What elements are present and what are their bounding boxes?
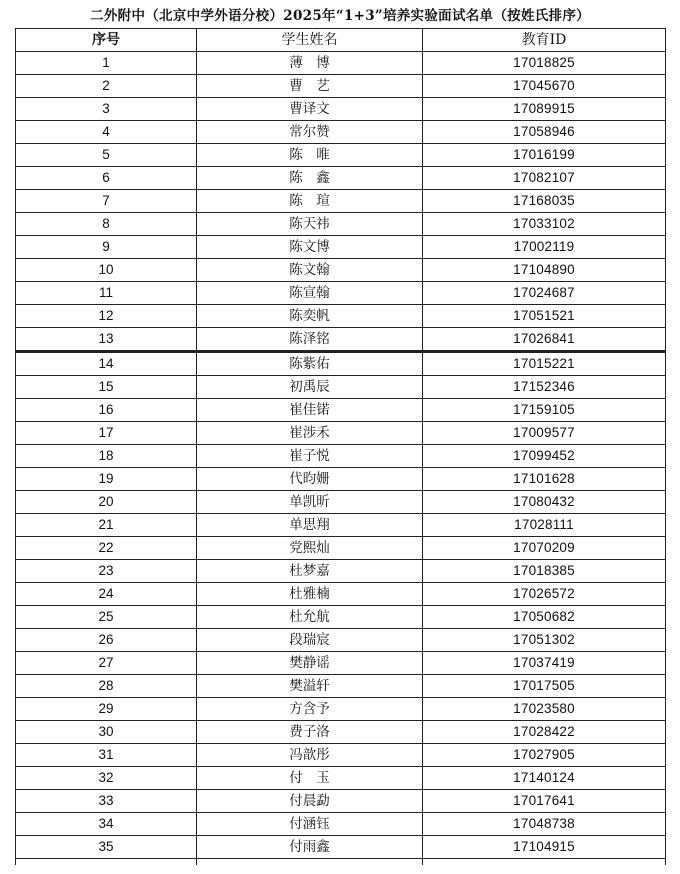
- row-education-id: 17168035: [423, 190, 666, 213]
- row-serial-number: 1: [16, 52, 197, 75]
- row-education-id: 17140124: [423, 767, 666, 790]
- row-serial-number: 35: [16, 836, 197, 859]
- row-serial-number: 9: [16, 236, 197, 259]
- header-serial-number: 序号: [16, 29, 197, 52]
- row-education-id: 17018825: [423, 52, 666, 75]
- table-row: [16, 537, 666, 560]
- row-serial-number: 19: [16, 468, 197, 491]
- table-row: [16, 282, 666, 305]
- row-education-id: 17016199: [423, 144, 666, 167]
- row-serial-number: 5: [16, 144, 197, 167]
- row-student-name: 段瑞宸: [197, 629, 423, 652]
- row-education-id: 17018385: [423, 560, 666, 583]
- row-student-name: 陈 瑄: [197, 190, 423, 213]
- table-row: [16, 121, 666, 144]
- row-student-name: 樊静谣: [197, 652, 423, 675]
- row-student-name: 陈文博: [197, 236, 423, 259]
- row-serial-number: 3: [16, 98, 197, 121]
- row-serial-number: 21: [16, 514, 197, 537]
- row-education-id: 17024687: [423, 282, 666, 305]
- row-education-id: 17104915: [423, 836, 666, 859]
- row-education-id: 17058946: [423, 121, 666, 144]
- table-row: [16, 675, 666, 698]
- row-serial-number: 30: [16, 721, 197, 744]
- row-education-id: 17099452: [423, 445, 666, 468]
- table-row: [16, 352, 666, 376]
- row-education-id: 17028422: [423, 721, 666, 744]
- cutoff-cell: [423, 859, 666, 866]
- row-serial-number: 6: [16, 167, 197, 190]
- row-education-id: 17045670: [423, 75, 666, 98]
- row-serial-number: 26: [16, 629, 197, 652]
- row-student-name: 杜雅楠: [197, 583, 423, 606]
- row-student-name: 陈紫佑: [197, 352, 423, 376]
- row-serial-number: 18: [16, 445, 197, 468]
- row-student-name: 崔涉禾: [197, 422, 423, 445]
- table-row: [16, 236, 666, 259]
- row-serial-number: 15: [16, 376, 197, 399]
- row-serial-number: 31: [16, 744, 197, 767]
- row-student-name: 陈 鑫: [197, 167, 423, 190]
- row-student-name: 陈天祎: [197, 213, 423, 236]
- table-row: [16, 190, 666, 213]
- table-body: [16, 52, 666, 866]
- row-education-id: 17026572: [423, 583, 666, 606]
- table-row: [16, 422, 666, 445]
- row-student-name: 陈文翰: [197, 259, 423, 282]
- table-row: [16, 399, 666, 422]
- row-serial-number: 13: [16, 328, 197, 352]
- row-education-id: 17082107: [423, 167, 666, 190]
- table-row: [16, 790, 666, 813]
- row-education-id: 17089915: [423, 98, 666, 121]
- row-student-name: 代昀姗: [197, 468, 423, 491]
- row-education-id: 17159105: [423, 399, 666, 422]
- row-serial-number: 2: [16, 75, 197, 98]
- row-education-id: 17033102: [423, 213, 666, 236]
- table-row: [16, 445, 666, 468]
- table-row: [16, 583, 666, 606]
- row-student-name: 常尔赞: [197, 121, 423, 144]
- row-education-id: 17023580: [423, 698, 666, 721]
- row-serial-number: 34: [16, 813, 197, 836]
- row-student-name: 冯歆彤: [197, 744, 423, 767]
- table-row: [16, 75, 666, 98]
- table-row: [16, 144, 666, 167]
- row-serial-number: 12: [16, 305, 197, 328]
- row-student-name: 陈奕帆: [197, 305, 423, 328]
- table-row: [16, 98, 666, 121]
- table-row: [16, 836, 666, 859]
- row-education-id: 17051521: [423, 305, 666, 328]
- row-student-name: 陈 唯: [197, 144, 423, 167]
- row-student-name: 单凯昕: [197, 491, 423, 514]
- cutoff-cell: [16, 859, 197, 866]
- table-row: [16, 698, 666, 721]
- table-row-cutoff: [16, 859, 666, 866]
- row-student-name: 单思翔: [197, 514, 423, 537]
- row-serial-number: 4: [16, 121, 197, 144]
- row-student-name: 杜梦嘉: [197, 560, 423, 583]
- row-student-name: 方含予: [197, 698, 423, 721]
- row-education-id: 17028111: [423, 514, 666, 537]
- row-education-id: 17051302: [423, 629, 666, 652]
- table-row: [16, 305, 666, 328]
- document-title: 二外附中（北京中学外语分校）2025年“1+3”培养实验面试名单（按姓氏排序）: [90, 8, 590, 24]
- row-serial-number: 10: [16, 259, 197, 282]
- table-row: [16, 376, 666, 399]
- table-row: [16, 468, 666, 491]
- interview-list-table: [15, 28, 666, 865]
- row-education-id: 17027905: [423, 744, 666, 767]
- table-row: [16, 514, 666, 537]
- row-student-name: 陈泽铭: [197, 328, 423, 352]
- row-student-name: 曹译文: [197, 98, 423, 121]
- table-row: [16, 213, 666, 236]
- table-row: [16, 629, 666, 652]
- row-serial-number: 17: [16, 422, 197, 445]
- header-student-name: 学生姓名: [197, 29, 423, 52]
- table-row: [16, 328, 666, 352]
- row-serial-number: 24: [16, 583, 197, 606]
- row-education-id: 17048738: [423, 813, 666, 836]
- row-student-name: 薄 博: [197, 52, 423, 75]
- row-student-name: 曹 艺: [197, 75, 423, 98]
- table-row: [16, 767, 666, 790]
- row-serial-number: 8: [16, 213, 197, 236]
- row-student-name: 付 玉: [197, 767, 423, 790]
- row-serial-number: 23: [16, 560, 197, 583]
- row-education-id: 17050682: [423, 606, 666, 629]
- row-education-id: 17037419: [423, 652, 666, 675]
- table-row: [16, 721, 666, 744]
- table-row: [16, 813, 666, 836]
- row-student-name: 费子洛: [197, 721, 423, 744]
- table-row: [16, 560, 666, 583]
- table-header: [16, 29, 666, 52]
- row-serial-number: 16: [16, 399, 197, 422]
- header-row: [16, 29, 666, 52]
- row-serial-number: 25: [16, 606, 197, 629]
- row-serial-number: 27: [16, 652, 197, 675]
- row-serial-number: 20: [16, 491, 197, 514]
- row-serial-number: 11: [16, 282, 197, 305]
- row-student-name: 党熙灿: [197, 537, 423, 560]
- row-education-id: 17104890: [423, 259, 666, 282]
- table-row: [16, 167, 666, 190]
- row-education-id: 17002119: [423, 236, 666, 259]
- table-row: [16, 744, 666, 767]
- table-row: [16, 52, 666, 75]
- header-education-id: 教育ID: [423, 29, 666, 52]
- row-student-name: 陈宣翰: [197, 282, 423, 305]
- row-education-id: 17015221: [423, 352, 666, 376]
- table-row: [16, 491, 666, 514]
- table-row: [16, 652, 666, 675]
- row-serial-number: 32: [16, 767, 197, 790]
- row-student-name: 崔子悦: [197, 445, 423, 468]
- row-education-id: 17152346: [423, 376, 666, 399]
- row-student-name: 崔佳锘: [197, 399, 423, 422]
- table-row: [16, 259, 666, 282]
- row-student-name: 付雨鑫: [197, 836, 423, 859]
- row-serial-number: 14: [16, 352, 197, 376]
- row-education-id: 17080432: [423, 491, 666, 514]
- row-education-id: 17009577: [423, 422, 666, 445]
- table-row: [16, 606, 666, 629]
- row-serial-number: 33: [16, 790, 197, 813]
- row-student-name: 付晨勐: [197, 790, 423, 813]
- row-serial-number: 28: [16, 675, 197, 698]
- row-education-id: 17070209: [423, 537, 666, 560]
- row-student-name: 樊溢轩: [197, 675, 423, 698]
- row-education-id: 17017641: [423, 790, 666, 813]
- row-student-name: 初禹辰: [197, 376, 423, 399]
- cutoff-cell: [197, 859, 423, 866]
- row-student-name: 杜允航: [197, 606, 423, 629]
- row-education-id: 17026841: [423, 328, 666, 352]
- row-serial-number: 29: [16, 698, 197, 721]
- row-education-id: 17017505: [423, 675, 666, 698]
- row-education-id: 17101628: [423, 468, 666, 491]
- row-student-name: 付涵钰: [197, 813, 423, 836]
- row-serial-number: 7: [16, 190, 197, 213]
- row-serial-number: 22: [16, 537, 197, 560]
